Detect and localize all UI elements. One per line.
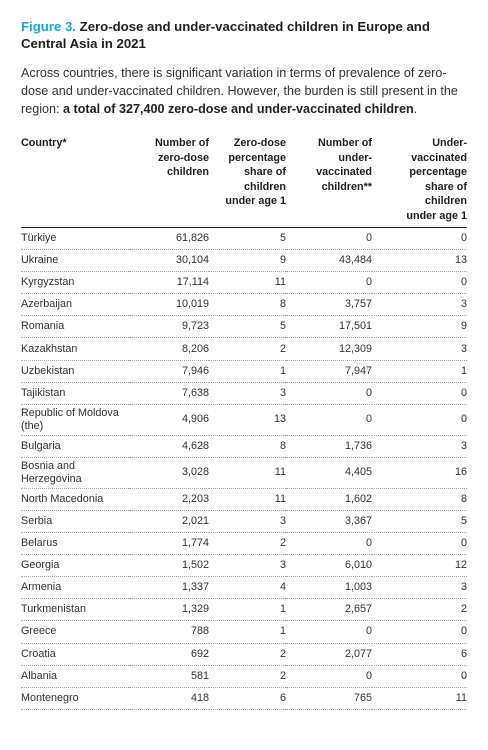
cell-under-vaccinated-number: 0	[286, 228, 372, 250]
cell-under-vaccinated-number: 1,602	[286, 488, 372, 510]
cell-zero-dose-number: 30,104	[129, 250, 209, 272]
cell-zero-dose-percent: 11	[209, 488, 286, 510]
cell-country: Bosnia and Herzegovina	[21, 457, 129, 488]
cell-zero-dose-number: 788	[129, 621, 209, 643]
table-row	[21, 533, 467, 555]
cell-zero-dose-number: 9,723	[129, 316, 209, 338]
table-row	[21, 404, 467, 435]
cell-zero-dose-number: 418	[129, 687, 209, 709]
cell-zero-dose-number: 1,329	[129, 599, 209, 621]
cell-country: Kazakhstan	[21, 338, 129, 360]
cell-country: Uzbekistan	[21, 360, 129, 382]
table-body	[21, 228, 467, 710]
cell-zero-dose-percent: 11	[209, 272, 286, 294]
intro-paragraph	[21, 64, 467, 118]
cell-country: Türkiye	[21, 228, 129, 250]
cell-under-vaccinated-percent: 0	[372, 272, 467, 294]
cell-zero-dose-percent: 2	[209, 533, 286, 555]
cell-country: Montenegro	[21, 687, 129, 709]
cell-under-vaccinated-number: 0	[286, 382, 372, 404]
intro-emphasis: a total of 327,400 zero-dose and under-vaccinated children	[63, 102, 414, 116]
table-row	[21, 250, 467, 272]
cell-under-vaccinated-percent: 0	[372, 665, 467, 687]
header-country: Country*	[21, 135, 129, 228]
figure-title	[21, 18, 467, 52]
table-row	[21, 621, 467, 643]
cell-under-vaccinated-number: 4,405	[286, 457, 372, 488]
cell-zero-dose-percent: 11	[209, 457, 286, 488]
header-row	[21, 135, 467, 228]
cell-under-vaccinated-number: 1,003	[286, 577, 372, 599]
table-row	[21, 435, 467, 457]
table-row	[21, 599, 467, 621]
cell-under-vaccinated-percent: 13	[372, 250, 467, 272]
table-row	[21, 382, 467, 404]
cell-country: Romania	[21, 316, 129, 338]
cell-zero-dose-number: 3,028	[129, 457, 209, 488]
cell-zero-dose-percent: 5	[209, 316, 286, 338]
cell-under-vaccinated-percent: 5	[372, 510, 467, 532]
cell-under-vaccinated-number: 3,757	[286, 294, 372, 316]
cell-zero-dose-number: 2,021	[129, 510, 209, 532]
intro-text: Across countries, there is significant variation in terms of prevalence of zero-dose and under-vaccinated children. However, the burden is still present in the region:	[21, 66, 458, 116]
table-row	[21, 360, 467, 382]
cell-under-vaccinated-percent: 8	[372, 488, 467, 510]
table-row	[21, 510, 467, 532]
header-zero-dose-number-text: Number of zero-dose children	[155, 137, 209, 178]
cell-under-vaccinated-percent: 0	[372, 404, 467, 435]
cell-country: Azerbaijan	[21, 294, 129, 316]
cell-zero-dose-percent: 8	[209, 435, 286, 457]
table-row	[21, 294, 467, 316]
figure-label: Figure 3.	[21, 19, 76, 34]
cell-zero-dose-percent: 1	[209, 360, 286, 382]
cell-under-vaccinated-number: 0	[286, 665, 372, 687]
cell-country: Serbia	[21, 510, 129, 532]
table-row	[21, 457, 467, 488]
cell-under-vaccinated-number: 7,947	[286, 360, 372, 382]
cell-zero-dose-number: 692	[129, 643, 209, 665]
header-under-vaccinated-number	[286, 135, 372, 228]
cell-country: North Macedonia	[21, 488, 129, 510]
cell-under-vaccinated-percent: 11	[372, 687, 467, 709]
table-row	[21, 687, 467, 709]
cell-zero-dose-percent: 3	[209, 382, 286, 404]
cell-under-vaccinated-percent: 6	[372, 643, 467, 665]
cell-zero-dose-number: 61,826	[129, 228, 209, 250]
cell-under-vaccinated-number: 43,484	[286, 250, 372, 272]
cell-under-vaccinated-number: 2,657	[286, 599, 372, 621]
table-row	[21, 643, 467, 665]
cell-country: Armenia	[21, 577, 129, 599]
cell-under-vaccinated-number: 12,309	[286, 338, 372, 360]
cell-zero-dose-percent: 2	[209, 643, 286, 665]
cell-under-vaccinated-number: 0	[286, 533, 372, 555]
cell-under-vaccinated-number: 2,077	[286, 643, 372, 665]
vaccination-table	[21, 135, 467, 710]
header-zero-dose-number	[129, 135, 209, 228]
cell-country: Tajikistan	[21, 382, 129, 404]
cell-under-vaccinated-percent: 0	[372, 228, 467, 250]
cell-country: Albania	[21, 665, 129, 687]
cell-zero-dose-percent: 2	[209, 665, 286, 687]
cell-zero-dose-number: 4,906	[129, 404, 209, 435]
cell-zero-dose-percent: 9	[209, 250, 286, 272]
cell-zero-dose-percent: 5	[209, 228, 286, 250]
header-zero-dose-percent-text: Zero-dose percentage share of children under age 1	[225, 137, 286, 207]
cell-zero-dose-number: 1,502	[129, 555, 209, 577]
cell-under-vaccinated-percent: 2	[372, 599, 467, 621]
cell-country: Turkmenistan	[21, 599, 129, 621]
cell-zero-dose-number: 1,337	[129, 577, 209, 599]
cell-country: Greece	[21, 621, 129, 643]
cell-under-vaccinated-percent: 0	[372, 382, 467, 404]
header-zero-dose-percent	[209, 135, 286, 228]
header-under-vaccinated-percent	[372, 135, 467, 228]
table-row	[21, 555, 467, 577]
table-row	[21, 338, 467, 360]
cell-country: Georgia	[21, 555, 129, 577]
table-row	[21, 488, 467, 510]
cell-zero-dose-percent: 13	[209, 404, 286, 435]
table-row	[21, 316, 467, 338]
table-row	[21, 228, 467, 250]
table-row	[21, 577, 467, 599]
cell-under-vaccinated-percent: 3	[372, 294, 467, 316]
cell-under-vaccinated-number: 0	[286, 272, 372, 294]
cell-zero-dose-percent: 3	[209, 555, 286, 577]
cell-zero-dose-number: 2,203	[129, 488, 209, 510]
cell-zero-dose-number: 7,946	[129, 360, 209, 382]
cell-zero-dose-number: 581	[129, 665, 209, 687]
intro-end: .	[413, 102, 418, 116]
cell-under-vaccinated-percent: 16	[372, 457, 467, 488]
cell-zero-dose-percent: 1	[209, 621, 286, 643]
cell-country: Republic of Moldova (the)	[21, 404, 129, 435]
cell-zero-dose-percent: 8	[209, 294, 286, 316]
figure-title-text: Zero-dose and under-vaccinated children in Europe and Central Asia in 2021	[21, 19, 430, 51]
cell-zero-dose-percent: 6	[209, 687, 286, 709]
cell-zero-dose-number: 8,206	[129, 338, 209, 360]
cell-under-vaccinated-number: 3,367	[286, 510, 372, 532]
cell-under-vaccinated-percent: 3	[372, 435, 467, 457]
cell-under-vaccinated-number: 765	[286, 687, 372, 709]
cell-under-vaccinated-number: 1,736	[286, 435, 372, 457]
cell-country: Kyrgyzstan	[21, 272, 129, 294]
cell-zero-dose-number: 17,114	[129, 272, 209, 294]
cell-country: Bulgaria	[21, 435, 129, 457]
cell-under-vaccinated-number: 6,010	[286, 555, 372, 577]
cell-under-vaccinated-percent: 3	[372, 338, 467, 360]
cell-zero-dose-percent: 1	[209, 599, 286, 621]
cell-under-vaccinated-percent: 9	[372, 316, 467, 338]
cell-country: Belarus	[21, 533, 129, 555]
cell-under-vaccinated-percent: 12	[372, 555, 467, 577]
cell-under-vaccinated-number: 0	[286, 621, 372, 643]
cell-zero-dose-number: 1,774	[129, 533, 209, 555]
cell-under-vaccinated-number: 0	[286, 404, 372, 435]
cell-zero-dose-number: 10,019	[129, 294, 209, 316]
table-row	[21, 665, 467, 687]
cell-zero-dose-percent: 4	[209, 577, 286, 599]
table-row	[21, 272, 467, 294]
cell-under-vaccinated-percent: 0	[372, 533, 467, 555]
cell-under-vaccinated-percent: 1	[372, 360, 467, 382]
cell-under-vaccinated-percent: 3	[372, 577, 467, 599]
cell-zero-dose-number: 4,628	[129, 435, 209, 457]
cell-zero-dose-percent: 2	[209, 338, 286, 360]
cell-zero-dose-percent: 3	[209, 510, 286, 532]
cell-zero-dose-number: 7,638	[129, 382, 209, 404]
cell-country: Ukraine	[21, 250, 129, 272]
table-header	[21, 135, 467, 228]
header-under-vaccinated-number-text: Number of under-vaccinated children**	[316, 137, 372, 193]
cell-under-vaccinated-number: 17,501	[286, 316, 372, 338]
cell-under-vaccinated-percent: 0	[372, 621, 467, 643]
header-under-vaccinated-percent-text: Under-vaccinated percentage share of children under age 1	[406, 137, 467, 222]
cell-country: Croatia	[21, 643, 129, 665]
